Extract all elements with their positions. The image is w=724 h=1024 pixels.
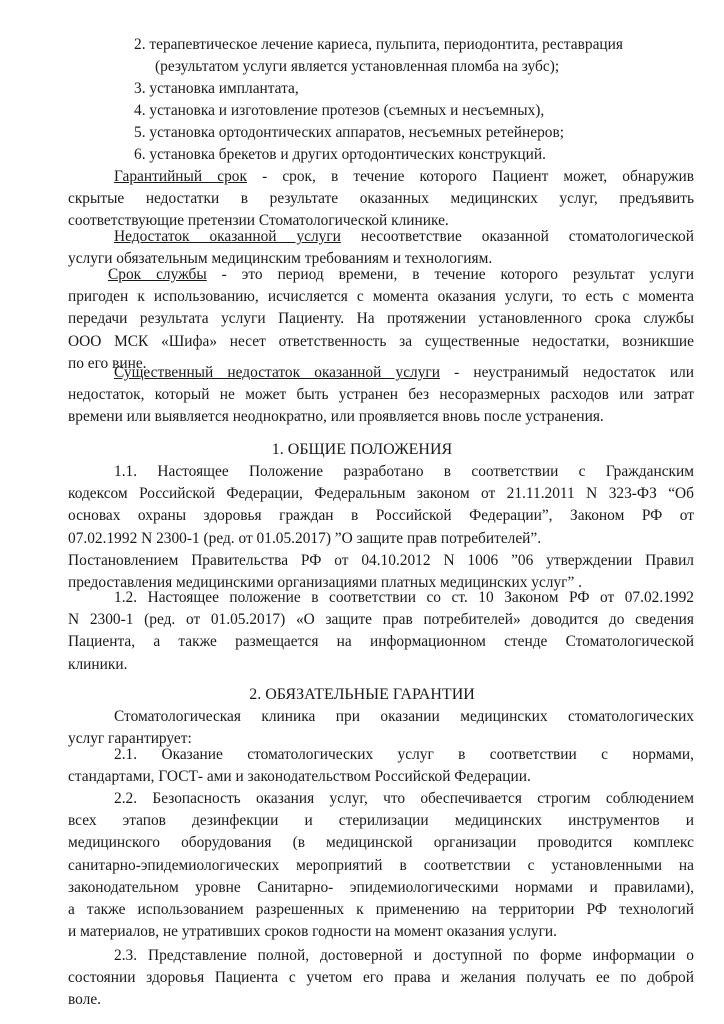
paragraph-line: законодательном уровне Санитарно- эпидемиологическими нормами и правилами), xyxy=(68,878,694,896)
list-item xyxy=(134,122,564,144)
paragraph-line: предоставления медицинскими организациями платных медицинских услуг” . xyxy=(68,574,582,592)
paragraph-line: Стоматологическая клиника при оказании медицинских стоматологических xyxy=(114,708,694,725)
list-text: терапевтическое лечение кариеса, пульпита, периодонтита, реставрация xyxy=(149,36,623,53)
list-number: 2. xyxy=(134,36,146,53)
definition-term: Существенный недостаток оказанной услуги xyxy=(114,364,440,381)
paragraph-line: клиники. xyxy=(68,655,128,673)
definition-line: Существенный недостаток оказанной услуги - неустранимый недостаток или xyxy=(114,364,694,381)
list-item xyxy=(134,78,299,100)
paragraph-line: Постановлением Правительства РФ от 04.10.2012 N 1006 ”06 утверждении Правил xyxy=(68,551,694,569)
definition-line: пригоден к использованию, исчисляется с момента оказания услуги, то есть с момента xyxy=(68,288,694,306)
list-text: установка имплантата, xyxy=(149,80,299,97)
paragraph-line: кодексом Российской Федерации, Федеральным законом от 21.11.2011 N 323-ФЗ “Об xyxy=(68,485,694,503)
paragraph-line: 2.2. Безопасность оказания услуг, что обеспечивается строгим соблюдением xyxy=(114,790,694,807)
list-text: установка брекетов и других ортодонтических конструкций. xyxy=(149,146,546,163)
list-item xyxy=(134,34,694,56)
list-item xyxy=(134,100,544,122)
list-text: установка и изготовление протезов (съемных и несъемных), xyxy=(149,102,545,119)
paragraph-line: а также использованием разрешенных к применению на территории РФ технологий xyxy=(68,901,694,919)
paragraph-line: состоянии здоровья Пациента с учетом его права и желания получать ее по доброй xyxy=(68,969,694,987)
definition-line: соответствующие претензии Стоматологической клинике. xyxy=(68,212,449,230)
section-heading: 2. ОБЯЗАТЕЛЬНЫЕ ГАРАНТИИ xyxy=(249,686,475,703)
paragraph-line: стандартами, ГОСТ- ами и законодательством Российской Федерации. xyxy=(68,768,531,786)
list-number: 5. xyxy=(134,124,146,141)
definition-line: скрытые недостатки в результате оказанных медицинских услуг, предъявить xyxy=(68,190,694,208)
paragraph-1-1 xyxy=(68,461,694,594)
paragraph-line: и материалов, не утративших сроков годности на момент оказания услуги. xyxy=(68,923,557,941)
paragraph-line: Пациента, а также размещается на информационном стенде Стоматологической xyxy=(68,633,694,651)
paragraph-2-1 xyxy=(68,744,694,788)
list-number: 3. xyxy=(134,80,146,97)
definition-line: услуги обязательным медицинским требованиям и технологиям. xyxy=(68,250,493,268)
paragraph-line: 2.1. Оказание стоматологических услуг в соответствии с нормами, xyxy=(114,746,694,763)
list-number: 6. xyxy=(134,146,146,163)
definition-service-life xyxy=(68,264,694,375)
definition-term: Гарантийный срок xyxy=(114,168,247,185)
definition-warranty xyxy=(68,166,694,233)
paragraph-line: воле. xyxy=(68,991,102,1009)
definition-line: недостаток, который не может быть устранен без несоразмерных расходов или затрат xyxy=(68,386,694,404)
paragraph-line: 1.2. Настоящее положение в соответствии со ст. 10 Законом РФ от 07.02.1992 xyxy=(114,589,694,606)
definition-line: Срок службы - это период времени, в течение которого результат услуги xyxy=(108,266,694,283)
definition-line: времени или выявляется неоднократно, или проявляется вновь после устранения. xyxy=(68,408,604,426)
definition-line: по его вине. xyxy=(68,354,147,372)
paragraph-line: 2.3. Представление полной, достоверной и доступной по форме информации о xyxy=(114,947,694,964)
definition-term: Срок службы xyxy=(108,266,207,283)
paragraph-2-3 xyxy=(68,945,694,1012)
paragraph-line: N 2300-1 (ред. от 01.05.2017) «О защите прав потребителей» доводится до сведения xyxy=(68,611,694,629)
definition-line: ООО МСК «Шифа» несет ответственность за существенные недостатки, возникшие xyxy=(68,332,694,350)
list-item-continuation: (результатом услуги является установленная пломба на зубс); xyxy=(155,58,560,75)
definition-material-defect xyxy=(68,362,694,429)
paragraph-line: всех этапов дезинфекции и стерилизации медицинских инструментов и xyxy=(68,812,694,830)
list-text: установка ортодонтических аппаратов, несъемных ретейнеров; xyxy=(149,124,565,141)
paragraph-1-2 xyxy=(68,587,694,676)
definition-line: Гарантийный срок - срок, в течение которого Пациент может, обнаружив xyxy=(114,168,694,185)
definition-line: передачи результата услуги Пациенту. На протяжении установленного срока службы xyxy=(68,310,694,328)
paragraph-line: 07.02.1992 N 2300-1 (ред. от 01.05.2017) ”О защите прав потребителей”. xyxy=(68,529,542,547)
section-heading: 1. ОБЩИЕ ПОЛОЖЕНИЯ xyxy=(271,441,453,458)
definition-term: Недостаток оказанной услуги xyxy=(114,228,341,245)
list-item xyxy=(134,144,546,166)
paragraph-line: 1.1. Настоящее Положение разработано в соответствии с Гражданским xyxy=(114,463,694,480)
paragraph-2-2 xyxy=(68,788,694,943)
list-number: 4. xyxy=(134,102,146,119)
paragraph-line: медицинского оборудования (в медицинской организации проводится комплекс xyxy=(68,834,694,852)
paragraph-line: санитарно-эпидемиологических мероприятий в соответствии с установленными на xyxy=(68,856,694,874)
definition-line: Недостаток оказанной услуги несоответствие оказанной стоматологической xyxy=(114,228,694,245)
paragraph-line: услуг гарантирует: xyxy=(68,730,192,748)
paragraph-line: основах охраны здоровья граждан в Российской Федерации”, Законом РФ от xyxy=(68,507,694,525)
